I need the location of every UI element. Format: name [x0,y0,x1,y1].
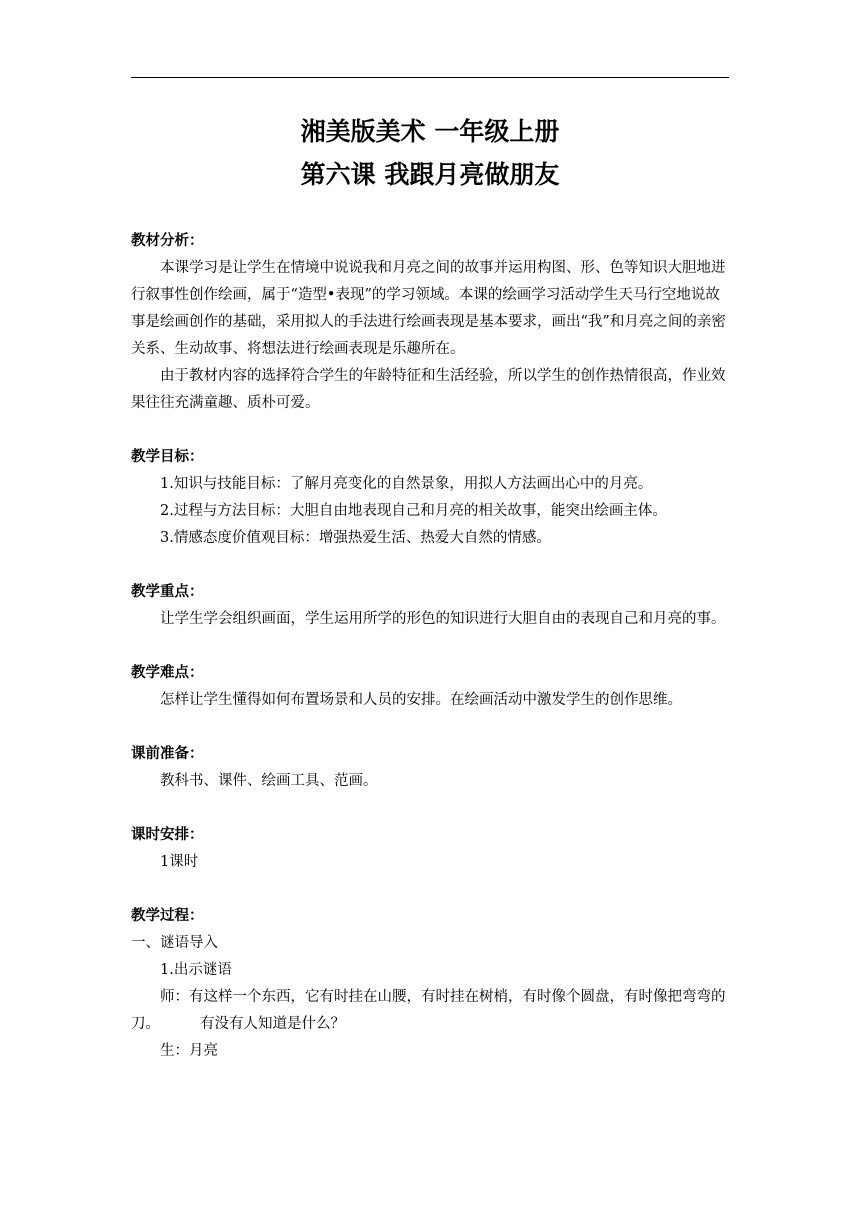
paragraph: 教科书、课件、绘画工具、范画。 [160,773,378,789]
section-difficulties [131,660,731,714]
section-goals [131,444,731,552]
section-preparation [131,741,731,795]
paragraph: 让学生学会组织画面，学生运用所学的形色的知识进行大胆自由的表现自己和月亮的事。 [160,611,726,627]
document-title: 湘美版美术 一年级上册 [300,117,560,146]
section-heading: 教学重点： [131,584,204,600]
section-heading: 课时安排： [131,827,204,843]
section-key-points [131,579,731,633]
paragraph: 1课时 [160,854,199,870]
section-schedule [131,822,731,876]
section-heading: 教材分析： [131,233,204,249]
lesson-title: 第六课 我跟月亮做朋友 [300,160,560,189]
section-analysis [131,228,731,417]
dialogue-teacher-a: 师：有这样一个东西，它有时挂在山腰，有时挂在树梢，有时像个圆盘，有时像把弯弯的刀。 [131,989,726,1032]
list-item: 1.知识与技能目标：了解月亮变化的自然景象，用拟人方法画出心中的月亮。 [160,476,653,492]
section-heading: 教学目标： [131,449,204,465]
header-rule [131,77,729,78]
step-heading: 一、谜语导入 [131,935,218,951]
section-heading: 教学过程： [131,908,204,924]
document-body [131,228,731,1065]
paragraph: 由于教材内容的选择符合学生的年龄特征和生活经验，所以学生的创作热情很高，作业效果往往充满童趣、质朴可爱。 [131,368,726,411]
section-heading: 课前准备： [131,746,204,762]
sub-step: 1.出示谜语 [160,962,232,978]
dialogue-student: 生：月亮 [160,1043,218,1059]
list-item: 2.过程与方法目标：大胆自由地表现自己和月亮的相关故事，能突出绘画主体。 [160,503,667,519]
section-heading: 教学难点： [131,665,204,681]
section-process [131,903,731,1065]
list-item: 3.情感态度价值观目标：增强热爱生活、热爱大自然的情感。 [160,530,551,546]
dialogue-teacher [131,984,731,1038]
paragraph: 怎样让学生懂得如何布置场景和人员的安排。在绘画活动中激发学生的创作思维。 [160,692,682,708]
paragraph: 本课学习是让学生在情境中说说我和月亮之间的故事并运用构图、形、色等知识大胆地进行叙事性创作绘画，属于“造型•表现”的学习领域。本课的绘画学习活动学生天马行空地说故事是绘画创作的基础，采用拟人的手法进行绘画表现是基本要求，画出“我”和月亮之间的亲密关系、生动故事、将想法进行绘画表现是乐趣所在。 [131,260,726,357]
dialogue-teacher-b: 有没有人知道是什么？ [200,1016,345,1032]
